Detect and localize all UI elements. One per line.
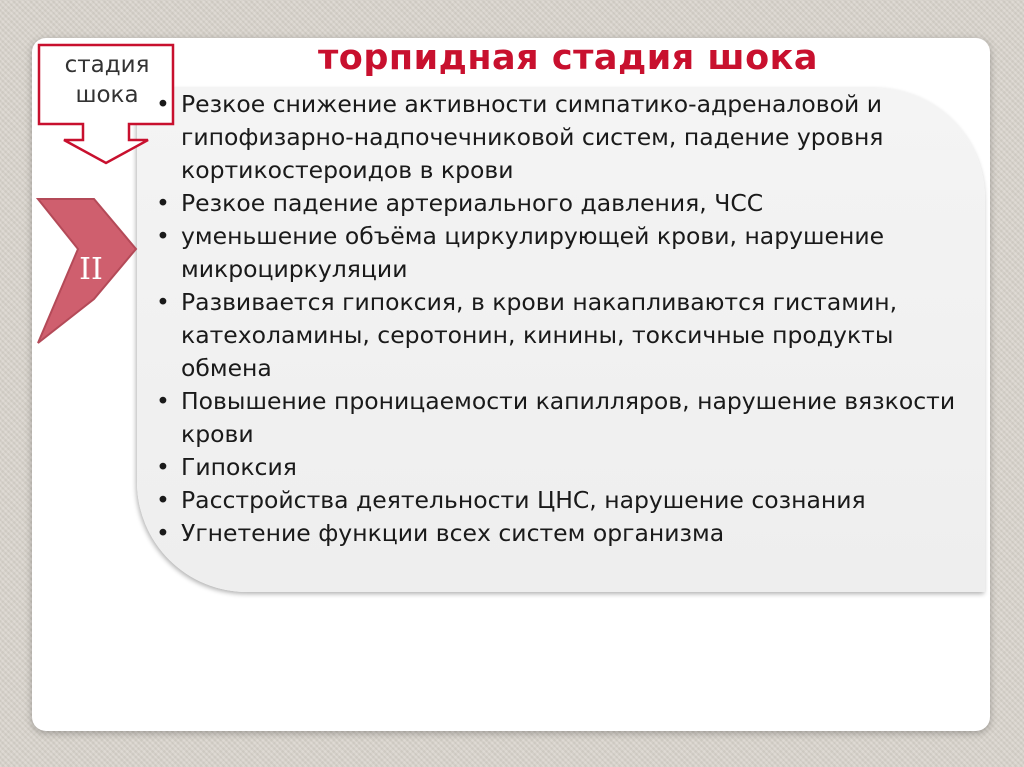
stage-callout-label: стадия шока (64, 52, 150, 108)
bullet-item: • Резкое снижение активности симпатико-адреналовой и гипофизарно-надпочечниковой систем, падение уровня кортикостероидов в крови (152, 88, 982, 187)
bullet-item: • уменьшение объёма циркулирующей крови, нарушение микроциркуляции (152, 220, 982, 286)
bullet-list (152, 88, 982, 550)
bullet-item: • Резкое падение артериального давления, ЧСС (152, 187, 982, 220)
stage-number: II (79, 252, 103, 287)
bullet-item: • Угнетение функции всех систем организма (152, 517, 982, 550)
bullet-item: • Повышение проницаемости капилляров, нарушение вязкости крови (152, 385, 982, 451)
slide-title: торпидная стадия шока (318, 38, 819, 78)
bullet-item: • Развивается гипоксия, в крови накапливаются гистамин, катехоламины, серотонин, кинины, токсичные продукты обмена (152, 286, 982, 385)
bullet-item: • Гипоксия (152, 451, 982, 484)
bullet-item: • Расстройства деятельности ЦНС, нарушение сознания (152, 484, 982, 517)
